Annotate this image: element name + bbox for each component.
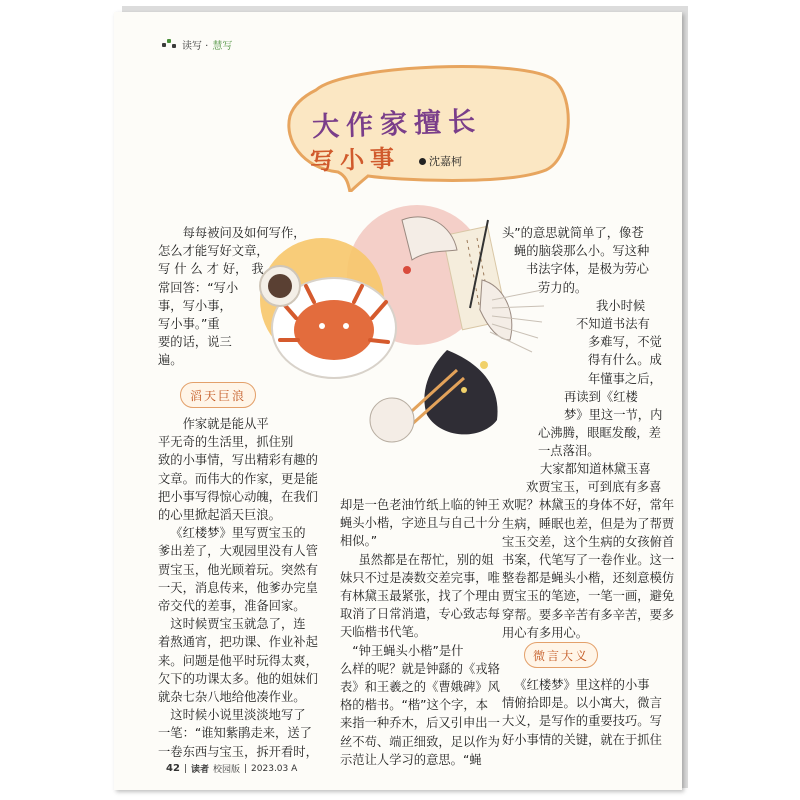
- text-line: 来指一种乔木，后又引申出一: [340, 716, 500, 731]
- column2-body: [340, 496, 500, 769]
- text-line: 欢贾宝玉，可到底有多喜: [526, 480, 662, 495]
- text-line: 书案，代笔写了一卷作业。这一: [502, 553, 675, 568]
- text-line: 年懂事之后，: [588, 371, 662, 386]
- text-line: 要的话，说三: [158, 335, 232, 350]
- text-line: 却是一色老油竹纸上临的钟王: [340, 498, 500, 512]
- text-line: 再读到《红楼: [564, 389, 638, 404]
- text-line: 头”的意思就简单了，像苍: [502, 226, 644, 240]
- author-byline: [419, 153, 462, 169]
- text-line: 爹出差了，大观园里没有人管: [158, 544, 318, 559]
- text-line: 贾宝玉的笔迹，一笔一画，避免: [502, 589, 675, 604]
- text-line: 宝玉交差，这个生病的女孩俯首: [502, 534, 675, 549]
- text-line: 一点落泪。: [538, 444, 600, 459]
- text-line: 丝不苟、端正细致，足以作为: [340, 734, 500, 749]
- text-line: 格的楷书。“楷”这个字，本: [340, 698, 489, 713]
- magazine-name: 读者: [190, 765, 209, 775]
- text-line: 书法字体，是极为劳心: [526, 262, 649, 277]
- text-line: 有林黛玉最紧张，找了个理由: [340, 589, 500, 604]
- text-line: 取消了日常消遣，专心致志每: [340, 607, 500, 622]
- magazine-page: [114, 12, 682, 790]
- section-header: [162, 37, 232, 52]
- text-line: 大义，是写作的重要技巧。写: [502, 714, 662, 729]
- text-line: 《红楼梦》里写贾宝玉的: [170, 526, 306, 541]
- text-line: 的心里掀起滔天巨浪。: [158, 508, 281, 523]
- edition-label: 校园版: [212, 765, 240, 775]
- text-line: 每每被问及如何写作，: [182, 226, 306, 240]
- text-line: 一笔：“谁知紫鹃走来，送了: [158, 726, 312, 741]
- text-line: 写 什 么 才 好， 我: [158, 262, 264, 277]
- text-line: 遍。: [158, 353, 183, 368]
- text-line: 就杂七杂八地给他凑作业。: [158, 690, 306, 705]
- text-line: 劳力的。: [538, 280, 588, 295]
- section-prefix: 读写 ·: [182, 41, 209, 52]
- section-name: 慧写: [212, 41, 233, 52]
- text-line: 心沸腾，眼眶发酸，差: [538, 426, 661, 441]
- text-line: 相似。”: [340, 534, 378, 549]
- text-line: 么样的呢？就是钟繇的《戎辂: [340, 661, 500, 676]
- column1-body: [158, 415, 318, 761]
- text-line: 欢呢？林黛玉的身体不好，常年: [502, 498, 675, 513]
- text-line: 天临楷书代笔。: [340, 625, 427, 640]
- text-line: 欠下的功课太多。他的姐妹们: [158, 671, 318, 686]
- page-footer: 42 | 读者 校园版 | 2023.03 A: [166, 763, 298, 775]
- article-title-line1: 大作家擅长: [311, 106, 483, 143]
- text-line: 情俯拾即是。以小寓大，微言: [502, 696, 662, 711]
- text-line: 平无奇的生活里，抓住别: [158, 435, 294, 450]
- author-name: 沈嘉柯: [429, 155, 462, 168]
- text-line: 我小时候: [596, 298, 646, 313]
- text-line: 得有什么。成: [588, 353, 662, 368]
- text-line: 梦》里这一节，内: [564, 408, 663, 423]
- text-line: 示范让人学习的意思。“蝇: [340, 752, 482, 767]
- text-line: 事，写小事，: [158, 298, 232, 313]
- text-line: 一卷东西与宝玉，拆开看时，: [158, 744, 318, 759]
- bullet-icon: [419, 158, 426, 165]
- text-line: 虽然都是在帮忙，别的姐: [358, 552, 494, 567]
- text-line: 不知道书法有: [576, 317, 650, 332]
- subheading-1: 滔天巨浪: [180, 382, 256, 408]
- text-line: 生病，睡眠也差，但是为了帮贾: [502, 516, 675, 531]
- subheading-2: 微言大义: [524, 642, 598, 668]
- text-line: 帝交代的差事，准备回家。: [158, 599, 306, 614]
- section-logo-icon: [162, 39, 178, 51]
- text-line: 文章。而伟大的作家，更是能: [158, 471, 318, 486]
- text-line: 这时候贾宝玉就急了，连: [170, 617, 306, 632]
- text-line: 穿帮。要多辛苦有多辛苦，要多: [502, 607, 675, 622]
- text-line: 怎么才能写好文章，: [158, 244, 269, 259]
- text-line: 着熬通宵，把功课、作业补起: [158, 635, 318, 650]
- text-line: 好小事情的关键，就在于抓住: [502, 732, 662, 747]
- page-number: 42: [166, 763, 180, 774]
- text-line: 这时候小说里淡淡地写了: [170, 708, 306, 723]
- text-line: 致的小事情，写出精彩有趣的: [158, 453, 318, 468]
- text-line: 来。问题是他平时玩得太爽，: [158, 653, 318, 668]
- text-line: 蝇的脑袋那么小。写这种: [514, 244, 650, 259]
- column3-intro: [502, 224, 662, 461]
- text-line: 蝇头小楷，字迹且与自己十分: [340, 516, 500, 531]
- text-line: 妹只不过是凑数交差完事，唯: [340, 570, 500, 585]
- text-line: 多难写，不觉: [588, 335, 662, 350]
- text-line: 常回答：“写小: [158, 280, 239, 295]
- column3-closing: [502, 676, 662, 749]
- text-line: 整卷都是蝇头小楷，还刻意模仿: [502, 571, 675, 586]
- text-line: 用心有多用心。: [502, 625, 589, 640]
- column1-intro: [158, 224, 306, 370]
- text-line: 写小事。”重: [158, 317, 220, 332]
- text-line: 一天，消息传来，他爹办完皇: [158, 580, 318, 595]
- text-line: 贾宝玉，他光顾着玩。突然有: [158, 562, 318, 577]
- column3-body: [502, 460, 674, 642]
- text-line: “钟王蝇头小楷”是什: [352, 643, 464, 658]
- text-line: 大家都知道林黛玉喜: [540, 462, 651, 476]
- issue-label: 2023.03 A: [251, 763, 298, 774]
- text-line: 作家就是能从平: [182, 417, 269, 431]
- article-title-line2: 写小事: [309, 143, 401, 176]
- text-line: 表》和王羲之的《曹娥碑》风: [340, 680, 500, 695]
- text-line: 把小事写得惊心动魄，在我们: [158, 489, 318, 504]
- text-line: 《红楼梦》里这样的小事: [514, 678, 650, 692]
